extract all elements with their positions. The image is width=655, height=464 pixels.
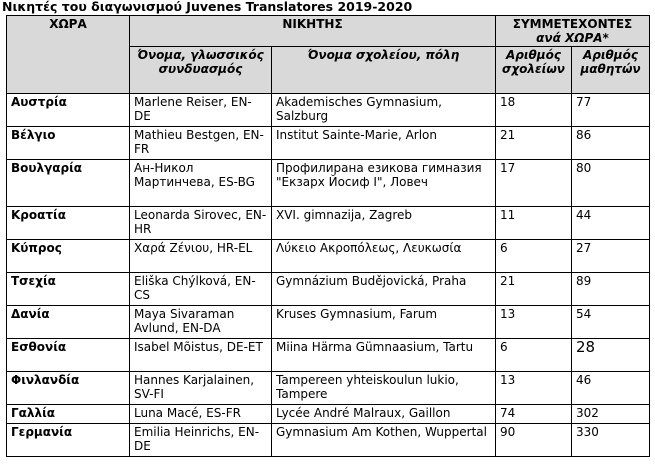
header-row-main	[7, 16, 650, 47]
cell-school: Λύκειο Ακροπόλεως, Λευκωσία	[272, 240, 496, 273]
table-row	[7, 160, 650, 207]
cell-name: Χαρά Ζένιου, HR-EL	[130, 240, 272, 273]
cell-schools: 6	[496, 240, 572, 273]
table-row	[7, 405, 650, 424]
table-row	[7, 339, 650, 372]
header-num-students: Αριθμός μαθητών	[572, 47, 650, 94]
cell-country: Τσεχία	[7, 273, 130, 306]
cell-students: 27	[572, 240, 650, 273]
cell-country: Βουλγαρία	[7, 160, 130, 207]
cell-students: 54	[572, 306, 650, 339]
cell-students: 330	[572, 424, 650, 457]
cell-school: Akademisches Gymnasium, Salzburg	[272, 94, 496, 127]
cell-schools: 17	[496, 160, 572, 207]
table-row	[7, 94, 650, 127]
cell-students: 46	[572, 372, 650, 405]
winners-table	[6, 15, 650, 457]
header-participants	[496, 16, 650, 47]
header-winner: ΝΙΚΗΤΗΣ	[130, 16, 496, 47]
cell-name: Isabel Mõistus, DE-ET	[130, 339, 272, 372]
cell-name: Maya Sivaraman Avlund, EN-DA	[130, 306, 272, 339]
header-participants-line2: ανά ΧΩΡΑ*	[536, 31, 609, 45]
table-row	[7, 273, 650, 306]
cell-country: Γερμανία	[7, 424, 130, 457]
cell-name: Eliška Chýlková, EN-CS	[130, 273, 272, 306]
cell-schools: 21	[496, 127, 572, 160]
table-row	[7, 207, 650, 240]
header-name-pair: Όνομα, γλωσσικός συνδυασμός	[130, 47, 272, 94]
cell-country: Κύπρος	[7, 240, 130, 273]
cell-school: Tampereen yhteiskoulun lukio, Tampere	[272, 372, 496, 405]
cell-students: 302	[572, 405, 650, 424]
table-row	[7, 372, 650, 405]
cell-name: Hannes Karjalainen, SV-FI	[130, 372, 272, 405]
cell-students: 89	[572, 273, 650, 306]
cell-name: Emilia Heinrichs, EN-DE	[130, 424, 272, 457]
cell-schools: 21	[496, 273, 572, 306]
cell-name: Mathieu Bestgen, EN-FR	[130, 127, 272, 160]
cell-school: Lycée André Malraux, Gaillon	[272, 405, 496, 424]
cell-country: Δανία	[7, 306, 130, 339]
cell-school: Institut Sainte-Marie, Arlon	[272, 127, 496, 160]
cell-name: Ан-Никол Мартинчева, ES-BG	[130, 160, 272, 207]
cell-students: 80	[572, 160, 650, 207]
cell-students: 77	[572, 94, 650, 127]
cell-country: Κροατία	[7, 207, 130, 240]
cell-country: Εσθονία	[7, 339, 130, 372]
table-row	[7, 306, 650, 339]
cell-students: 28	[572, 339, 650, 372]
cell-schools: 11	[496, 207, 572, 240]
cell-students: 44	[572, 207, 650, 240]
cell-school: Miina Härma Gümnaasium, Tartu	[272, 339, 496, 372]
cell-country: Γαλλία	[7, 405, 130, 424]
header-num-schools: Αριθμός σχολείων	[496, 47, 572, 94]
cell-schools: 90	[496, 424, 572, 457]
header-country: ΧΩΡΑ	[7, 16, 130, 94]
cell-schools: 13	[496, 306, 572, 339]
cell-schools: 74	[496, 405, 572, 424]
header-participants-line1: ΣΥΜΜΕΤΕΧΟΝΤΕΣ	[512, 17, 633, 31]
cell-country: Βέλγιο	[7, 127, 130, 160]
table-row	[7, 240, 650, 273]
cell-name: Marlene Reiser, EN-DE	[130, 94, 272, 127]
cell-school: Gymnasium Am Kothen, Wuppertal	[272, 424, 496, 457]
cell-country: Αυστρία	[7, 94, 130, 127]
cell-schools: 13	[496, 372, 572, 405]
table-caption: Νικητές του διαγωνισμού Juvenes Translatores 2019-2020	[2, 0, 413, 14]
cell-students: 86	[572, 127, 650, 160]
table-row	[7, 127, 650, 160]
cell-school: Профилирана езикова гимназия "Екзарх Йосиф I", Ловеч	[272, 160, 496, 207]
cell-school: XVI. gimnazija, Zagreb	[272, 207, 496, 240]
table-row	[7, 424, 650, 457]
cell-country: Φινλανδία	[7, 372, 130, 405]
header-school-city: Όνομα σχολείου, πόλη	[272, 47, 496, 94]
cell-name: Luna Macé, ES-FR	[130, 405, 272, 424]
cell-schools: 18	[496, 94, 572, 127]
cell-name: Leonarda Sirovec, EN-HR	[130, 207, 272, 240]
cell-school: Gymnázium Budějovická, Praha	[272, 273, 496, 306]
cell-schools: 6	[496, 339, 572, 372]
cell-school: Kruses Gymnasium, Farum	[272, 306, 496, 339]
